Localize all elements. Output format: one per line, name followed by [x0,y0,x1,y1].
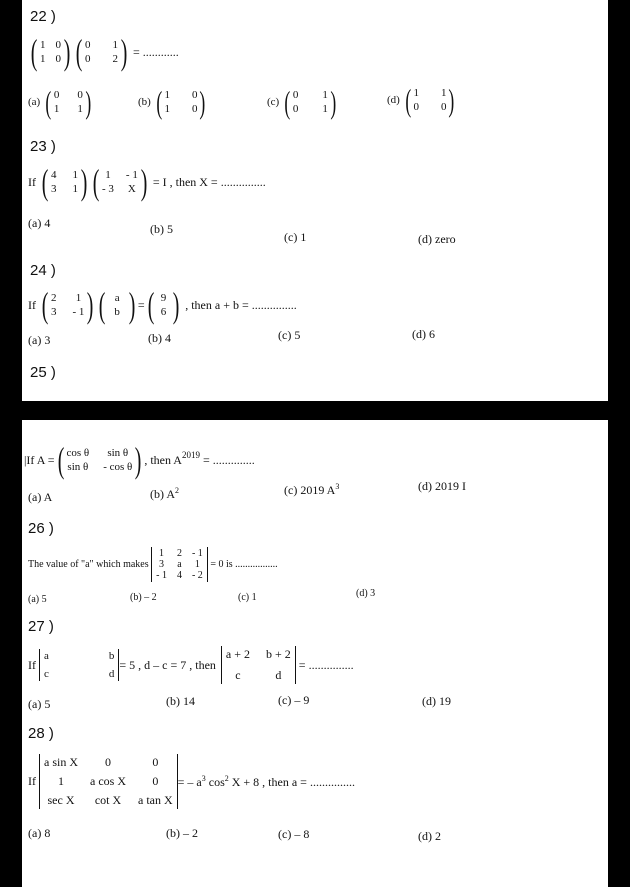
question-27-stem: If a b c d = 5 , d – c = 7 , then a + 2 b + 2 c d = ............... [28,647,354,682]
q28-equation: = – $a^3$ $\cos^2 X + 8$ , then a = ............... [177,773,355,789]
q24-option-b[interactable]: (b) 4 [148,331,171,345]
q27-option-b[interactable]: (b) 14 [166,694,195,708]
q28-option-c[interactable]: (c) – 8 [278,827,310,841]
q27-determinant-1: a b c d [39,649,119,681]
q23-option-c[interactable]: (c) 1 [284,230,307,244]
q25-option-c[interactable]: (c) 2019 $A^3$ [284,482,340,497]
question-27-number: 27 ) [28,618,54,635]
question-28-stem: If a sin X 0 0 1 a cos X 0 sec X cot X a tan X = – $a^3$ $\cos^2 X + 8$ , then a = ............... [28,755,355,807]
q24-tail: , then a + b = ............... [185,297,297,312]
q24-option-c[interactable]: (c) 5 [278,328,301,342]
q22-matrix-1: ( 1 0 1 0 ) [30,32,71,72]
question-22-stem [28,34,179,70]
q23-matrix-1: ( 4 1 3 1 ) [41,162,88,202]
q23-tail: = I , then X = ............... [152,174,266,189]
question-25-stem: |If A = ( cos θ sin θ sin θ - cos θ ) , then $A^{2019}$ = .............. [24,440,255,480]
q28-determinant: a sin X 0 0 1 a cos X 0 sec X cot X a tan X [39,754,178,809]
q25-option-a[interactable]: (a) A [28,490,53,504]
q27-determinant-2: a + 2 b + 2 c d [221,646,296,684]
q22-option-c[interactable]: (c) ( 0 1 0 1 ) [267,84,337,120]
q22-option-a[interactable]: (a) ( 0 0 1 1 ) [28,84,92,120]
q26-option-a[interactable]: (a) 5 [28,594,47,605]
q26-option-d[interactable]: (d) 3 [356,588,376,599]
q23-matrix-2: ( 1 - 1 - 3 X ) [92,162,148,202]
worksheet-page-2 [22,420,608,887]
question-23-number: 23 ) [30,138,56,155]
q27-option-c[interactable]: (c) – 9 [278,693,310,707]
q22-option-d[interactable]: (d) ( 1 1 0 0 ) [387,82,455,118]
worksheet-page-1 [22,0,608,401]
question-22-number: 22 ) [30,8,56,25]
q25-option-b[interactable]: (b) $A^2$ [150,486,179,501]
q28-option-b[interactable]: (b) – 2 [166,826,198,840]
q24-option-a[interactable]: (a) 3 [28,333,51,347]
question-25-number: 25 ) [30,364,56,381]
question-26-number: 26 ) [28,520,54,537]
q26-determinant: 1 2 - 1 3 a 1 - 1 4 - 2 [151,547,208,582]
q24-matrix-3: ( 9 6 ) [147,285,180,325]
question-23-stem: If ( 4 1 3 1 ) ( 1 - 1 - 3 X ) = I , then X = ............... [28,162,266,202]
q26-option-b[interactable]: (b) – 2 [130,592,157,603]
q26-option-c[interactable]: (c) 1 [238,592,257,603]
q25-blank: = .............. [202,452,255,467]
q27-option-a[interactable]: (a) 5 [28,697,51,711]
q22-blank: = ............ [133,44,179,59]
q24-matrix-1: ( 2 1 3 - 1 ) [41,285,94,325]
question-24-stem: If ( 2 1 3 - 1 ) ( a b ) = ( 9 6 ) , then a + b = ............... [28,285,297,325]
q23-option-a[interactable]: (a) 4 [28,216,51,230]
q23-option-d[interactable]: (d) zero [418,232,456,246]
q28-option-d[interactable]: (d) 2 [418,829,441,843]
q22-matrix-2: ( 0 1 0 2 ) [75,32,128,72]
q27-tail: = ............... [298,657,354,672]
q28-option-a[interactable]: (a) 8 [28,826,51,840]
question-24-number: 24 ) [30,262,56,279]
question-28-number: 28 ) [28,725,54,742]
q23-option-b[interactable]: (b) 5 [150,222,173,236]
question-26-stem: The value of "a" which makes 1 2 - 1 3 a 1 - 1 4 - 2 = 0 is ................. [28,548,278,581]
q26-tail: = 0 is ................. [210,559,278,570]
q25-option-d[interactable]: (d) 2019 I [418,479,466,493]
q22-option-b[interactable]: (b) ( 1 0 1 0 ) [138,84,206,120]
q24-matrix-2: ( a b ) [99,285,136,325]
q24-option-d[interactable]: (d) 6 [412,327,435,341]
q25-matrix: ( cos θ sin θ sin θ - cos θ ) [57,440,142,480]
q27-option-d[interactable]: (d) 19 [422,694,451,708]
